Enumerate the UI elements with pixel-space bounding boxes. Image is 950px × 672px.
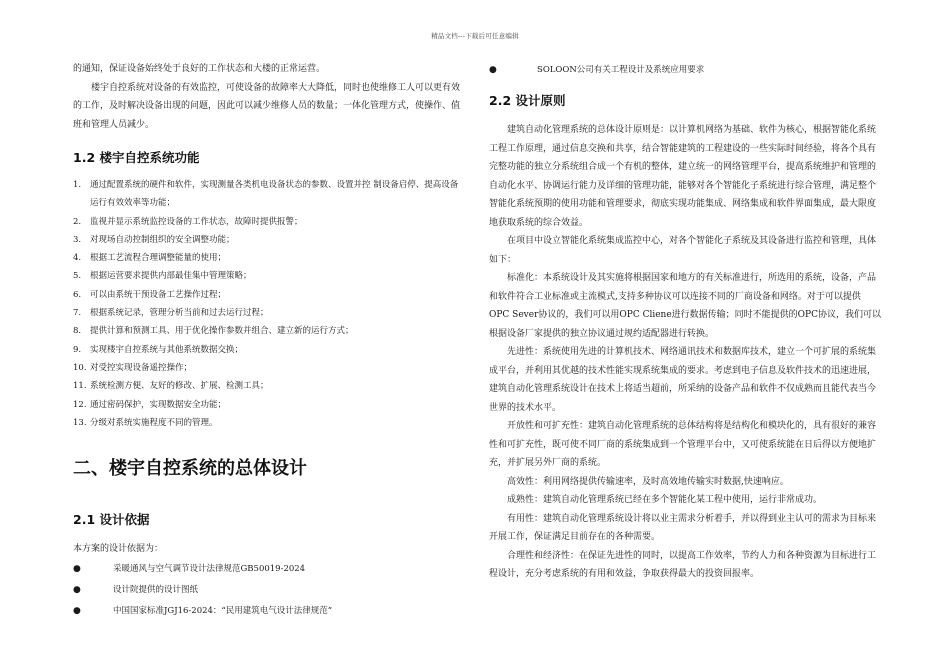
function-item-number: 3. xyxy=(73,234,82,245)
function-item-text: 对现场自动控制组织的安全调整功能； xyxy=(90,234,235,245)
principle-standardization: 标准化：本系统设计及其实施将根据国家和地方的有关标准进行，所选用的系统，设备，产品和软件符合工业标准或主流模式,支持多种协议可以连接不同的厂商设备和网络。对于可以提供OPC Sever协议的，我们可以用OPC Cliene进行数据传输；同时不能提供的OPC协议，我们可以根据设备厂家提供的独立协议通过规约适配器进行转换。 xyxy=(489,273,881,339)
function-item-number: 1. xyxy=(73,180,82,190)
function-item-text: 对受控实现设备遥控操作； xyxy=(90,362,193,373)
function-item-5 xyxy=(73,267,465,285)
function-item-4 xyxy=(73,249,465,267)
function-item-2 xyxy=(73,213,465,231)
function-item-text: 监视并显示系统监控设备的工作状态，故障时提供报警； xyxy=(90,216,303,227)
function-item-text: 系统检测方便、友好的修改、扩展、检测工具； xyxy=(90,381,269,392)
principle-economy: 合理性和经济性：在保证先进性的同时，以提高工作效率，节约人力和各种资源为目标进行工程设计，充分考虑系统的有用和效益，争取获得最大的投资回报率。 xyxy=(489,550,877,579)
design-basis-list xyxy=(73,559,465,622)
function-item-text: 通过配置系统的硬件和软件，实现测量各类机电设备状态的参数、设置并控 制设备启停、提高设备运行有效效率等功能； xyxy=(90,180,459,209)
design-principles xyxy=(489,121,881,584)
function-item-1 xyxy=(73,176,465,213)
chapter-2-heading: 二、楼宇自控系统的总体设计 xyxy=(73,458,307,480)
function-item-number: 11. xyxy=(73,381,87,392)
function-item-6 xyxy=(73,286,465,304)
function-list xyxy=(73,176,465,432)
design-basis-item-2 xyxy=(73,580,465,601)
function-item-text: 根据工艺流程合理调整能量的使用； xyxy=(90,253,227,264)
function-item-text: 根据运营要求提供内部最佳集中管理策略； xyxy=(90,271,252,282)
function-item-number: 8. xyxy=(73,326,82,337)
intro-paragraph-2: 楼宇自控系统对设备的有效监控，可使设备的故障率大大降低，同时也使维修工人可以更有效的工作，及时解决设备出现的问题，因此可以减少维修人员的数量；一体化管理方式，使操作、值班和管理人员减少。 xyxy=(73,82,461,130)
bullet-icon: ● xyxy=(73,584,81,595)
function-item-text: 通过密码保护，实现数据安全功能； xyxy=(90,399,227,410)
section-2-1-heading: 2.1 设计依据 xyxy=(73,512,150,528)
function-item-10 xyxy=(73,359,465,377)
page-header-note: 精品文档---下载后可任意编辑 xyxy=(431,32,519,40)
design-basis-item-3 xyxy=(73,601,465,622)
design-basis-text: 设计院提供的设计图纸 xyxy=(113,584,199,595)
function-item-number: 2. xyxy=(73,216,82,227)
right-column xyxy=(489,60,881,584)
function-item-number: 4. xyxy=(73,253,82,264)
function-item-number: 7. xyxy=(73,308,82,319)
bullet-icon: ● xyxy=(489,65,497,75)
function-item-number: 6. xyxy=(73,289,82,300)
function-item-7 xyxy=(73,304,465,322)
function-item-11 xyxy=(73,377,465,395)
design-basis-item-4 xyxy=(489,60,881,81)
function-item-9 xyxy=(73,341,465,359)
design-basis-text: SOLOON公司有关工程设计及系统应用要求 xyxy=(537,65,705,75)
design-basis-item-1 xyxy=(73,559,465,580)
function-item-text: 可以由系统干预设备工艺操作过程； xyxy=(90,289,227,300)
function-item-text: 实现楼宇自控系统与其他系统数据交换； xyxy=(90,344,244,355)
principle-openness: 开放性和可扩充性：建筑自动化管理系统的总体结构将是结构化和模块化的，具有很好的兼容性和可扩充性，既可使不同厂商的系统集成到一个管理平台中，又可使系统能在日后得以方便地扩充，并扩展另外厂商的系统。 xyxy=(489,421,877,468)
function-item-12 xyxy=(73,396,465,414)
principle-efficiency: 高效性：利用网络提供传输速率，及时高效地传输实时数据,快速响应。 xyxy=(507,476,789,487)
principle-maturity: 成熟性：建筑自动化管理系统已经在多个智能化某工程中使用，运行非常成功。 xyxy=(507,495,823,505)
section-1-2-heading: 1.2 楼宇自控系统功能 xyxy=(73,150,200,165)
function-item-8 xyxy=(73,322,465,340)
function-item-text: 分级对系统实施程度不同的管理。 xyxy=(90,417,218,428)
principle-usefulness: 有用性：建筑自动化管理系统设计将以业主需求分析着手，并以得到业主认可的需求为目标来开展工作，保证满足目前存在的各种需要。 xyxy=(489,513,877,542)
design-basis-text: 中国国家标准JGJ16-2024：“民用建筑电气设计法律规范” xyxy=(113,605,333,616)
function-item-number: 12. xyxy=(73,399,87,410)
function-item-number: 5. xyxy=(73,271,82,282)
function-item-number: 13. xyxy=(73,417,87,428)
function-item-13 xyxy=(73,414,465,432)
function-item-text: 提供计算和预测工具、用于优化操作参数并组合、建立新的运行方式； xyxy=(90,326,354,337)
principle-advanced: 先进性：系统使用先进的计算机技术、网络通讯技术和数据库技术，建立一个可扩展的系统集成平台，并利用其优越的技术性能实现系统集成的要求。考虑到电子信息及软件技术的迅速进展，建筑自动化管理系统设计在技术上将适当超前，所采纳的设备产品和软件不仅成熟而且能代表当今世界的技术水平。 xyxy=(489,347,877,413)
intro-paragraph-1: 的通知，保证设备始终处于良好的工作状态和大楼的正常运营。 xyxy=(73,64,326,74)
bullet-icon: ● xyxy=(73,605,81,616)
design-basis-lead: 本方案的设计依据为： xyxy=(73,544,164,555)
left-column xyxy=(73,60,465,622)
bullet-icon: ● xyxy=(73,563,81,574)
design-basis-text: 采暖通风与空气调节设计法律规范GB50019-2024 xyxy=(113,563,306,574)
function-item-number: 9. xyxy=(73,344,82,355)
function-item-3 xyxy=(73,231,465,249)
principle-overview: 建筑自动化管理系统的总体设计原则是：以计算机网络为基础、软件为核心，根据智能化系统工程工作原理，通过信息交换和共享，结合智能建筑的工程建设的一些实际时间经验，将各个具有完整功能的独立分系统组合成一个有机的整体，建立统一的网络管理平台，提高系统维护和管理的自动化水平、协调运行能力及详细的管理功能，能够对各个智能化子系统进行综合管理，满足整个智能化系统预期的使用功能和管理要求，彻底实现功能集成、网络集成和软件界面集成，最大限度地获取系统的综合效益。 xyxy=(489,125,877,228)
function-item-text: 根据系统记录，管理分析当前和过去运行过程； xyxy=(90,308,269,319)
principle-monitor-center: 在项目中设立智能化系统集成监控中心，对各个智能化子系统及其设备进行监控和管理，具体如下： xyxy=(489,236,877,265)
function-item-number: 10. xyxy=(73,362,87,373)
section-2-2-heading: 2.2 设计原则 xyxy=(489,93,566,108)
